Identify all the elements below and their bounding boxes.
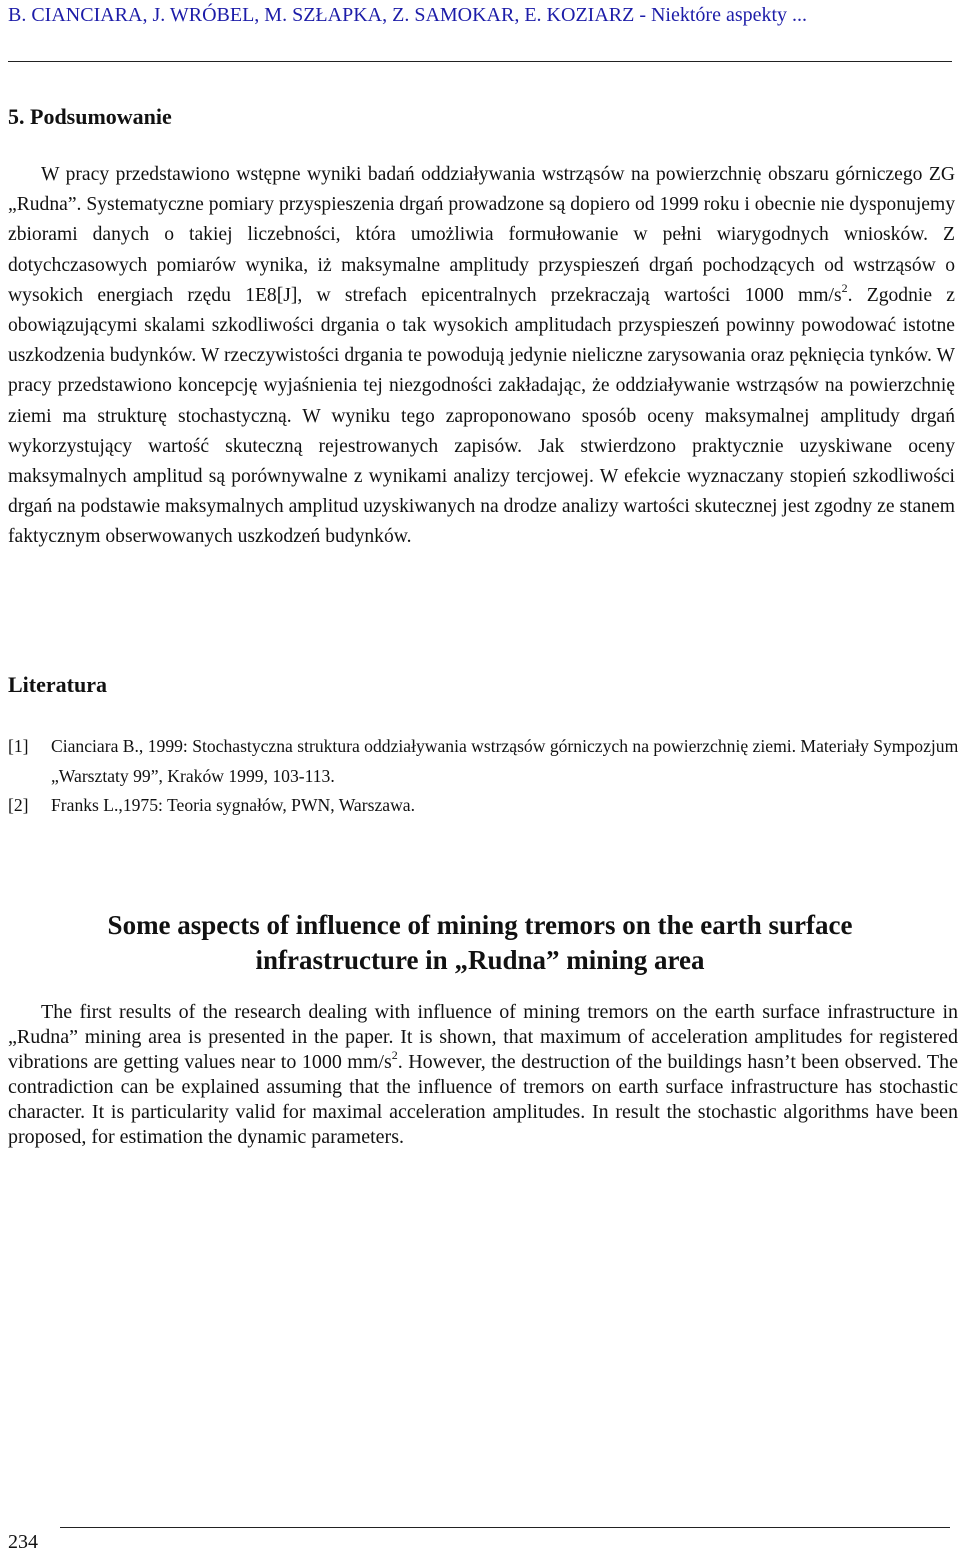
unit-superscript: 2 bbox=[841, 281, 848, 296]
english-title-line2: infrastructure in „Rudna” mining area bbox=[255, 945, 705, 975]
english-abstract bbox=[8, 1000, 958, 1150]
reference-item bbox=[8, 732, 960, 791]
summary-text-part2: . Zgodnie z obowiązującymi skalami szkodliwości drgania o tak wysokich amplitudach przyspieszeń powinny powodować istotne uszkodzenia budynków. W rzeczywistości drgania te powodują jedynie nieliczne zarysowania oraz pęknięcia tynków. W pracy przedstawiono koncepcję wyjaśnienia tej niezgodności zakładając, że oddziaływanie wstrząsów na powierzchnię ziemi ma strukturę stochastyczną. W wyniku tego zaproponowano sposób oceny maksymalnej amplitudy drgań wykorzystujący wartość skuteczną rejestrowanych zapisów. Jak stwierdzono praktycznie uzyskiwane oceny maksymalnych amplitud są porównywalne z wynikami analizy tercjowej. W efekcie wyznaczany stopień szkodliwości drgań na podstawie maksymalnych amplitud uzyskiwanych na drodze analizy wartości skutecznej jest zgodny ze stanem faktycznym obserwowanych uszkodzeń budynków. bbox=[8, 284, 955, 548]
reference-text: Franks L.,1975: Teoria sygnałów, PWN, Warszawa. bbox=[51, 795, 415, 815]
section-title: 5. Podsumowanie bbox=[8, 104, 172, 129]
reference-text: Cianciara B., 1999: Stochastyczna struktura oddziaływania wstrząsów górniczych na powierzchnię ziemi. Materiały Sympozjum „Warsztaty 99”, Kraków 1999, 103-113. bbox=[51, 736, 959, 786]
summary-paragraph bbox=[8, 160, 955, 553]
summary-text-part1: W pracy przedstawiono wstępne wyniki badań oddziaływania wstrząsów na powierzchnię obszaru górniczego ZG „Rudna”. Systematyczne pomiary przyspieszenia drgań prowadzone są dopiero od 1999 roku i obecnie nie dysponujemy zbiorami danych o takiej liczebności, która umożliwia formułowanie w pełni wiarygodnych wniosków. Z dotychczasowych pomiarów wynika, iż maksymalne amplitudy przyspieszeń drgań pochodzących od wstrząsów o wysokich energiach rzędu 1E8[J], w strefach epicentralnych przekraczają wartości 1000 mm/s bbox=[8, 164, 955, 306]
reference-list bbox=[8, 732, 960, 821]
english-title bbox=[0, 908, 960, 978]
english-title-line1: Some aspects of influence of mining tremors on the earth surface bbox=[107, 910, 853, 940]
reference-number: [2] bbox=[8, 795, 29, 815]
page-number: 234 bbox=[8, 1531, 38, 1553]
footer-rule bbox=[60, 1527, 950, 1528]
running-header: B. CIANCIARA, J. WRÓBEL, M. SZŁAPKA, Z. SAMOKAR, E. KOZIARZ - Niektóre aspekty ... bbox=[8, 4, 808, 26]
abstract-text-part2: . However, the destruction of the buildings hasn’t been observed. The contradiction can be explained assuming that the influence of tremors on earth surface infrastructure has stochastic character. It is particularity valid for maximal acceleration amplitudes. In result the stochastic algorithms have been proposed, for estimation the dynamic parameters. bbox=[8, 1051, 959, 1148]
abstract-unit-superscript: 2 bbox=[391, 1048, 398, 1063]
reference-number: [1] bbox=[8, 736, 29, 756]
abstract-text-part1: The first results of the research dealing with influence of mining tremors on the earth surface infrastructure in „Rudna” mining area is presented in the paper. It is shown, that maximum of acceleration amplitudes for registered vibrations are getting values near to 1000 mm/s bbox=[8, 1001, 958, 1073]
literature-title: Literatura bbox=[8, 672, 107, 697]
header-rule bbox=[8, 61, 952, 62]
reference-item bbox=[8, 791, 960, 821]
